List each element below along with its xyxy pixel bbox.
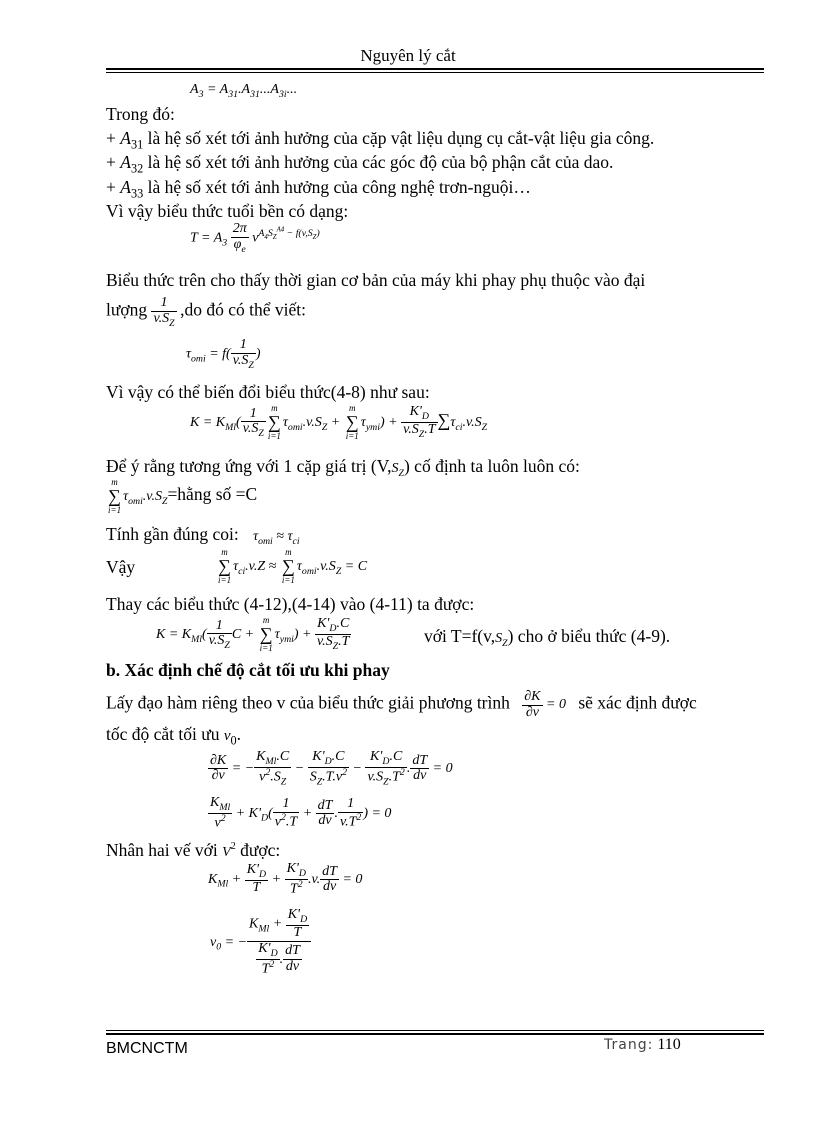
text-lay-dao-a: Lấy đạo hàm riêng theo v của biểu thức giải phương trình	[106, 692, 510, 713]
text-luong-a: lượng	[106, 299, 148, 320]
text-voi-t: với $T=f(v,S_Z)$ cho ở biểu thức (4-9).	[424, 626, 671, 649]
equation-tool-life: $T = A_3$ $\frac{2\pi}{\varphi_e}$ $v^{A_4S_Z^{A4} - f(v,S_Z)}$	[190, 221, 320, 255]
footer-trang-label: Trang:	[604, 1037, 654, 1053]
text-duoc: được:	[240, 840, 281, 860]
item-a31: + $A_{31}$ là hệ số xét tới ảnh hưởng của cặp vật liệu dụng cụ cắt-vật liệu gia công.	[106, 128, 655, 152]
text-tinh-gan: Tính gần đúng coi: $\tau_{omi} \approx \tau_{ci}$	[106, 524, 300, 547]
footer-rule-bottom	[106, 1033, 764, 1035]
footer-rule-top	[106, 1030, 764, 1031]
footer-page	[604, 1036, 681, 1054]
text-hang-so-value: =hằng số =C	[167, 484, 258, 505]
text-voi-t-b: ) cho ở biểu thức (4-9).	[507, 626, 671, 646]
equation-kml-sum: $K_{Ml}$ + $\frac{K'_D}{T}$ + $\frac{K'_D}{T^2}$ .v. $\frac{dT}{dv}$ = 0	[208, 861, 363, 897]
text-thay: Thay các biểu thức (4-12),(4-14) vào (4-11) ta được:	[106, 594, 475, 614]
text-lay-dao-b: sẽ xác định được	[578, 692, 697, 713]
text-lay-dao: Lấy đạo hàm riêng theo v của biểu thức giải phương trình $\frac{\partial K}{\partial v}$ = 0 sẽ xác định được	[106, 689, 697, 720]
equation-v0: $v_0$ = − $K_{Ml}$ + $\frac{K'_D}{T}$ $\frac{K'_D}{T^2}$ . $\frac{dT}{dv}$	[210, 908, 311, 977]
equation-k-cost: $K = K_{Ml}$( $\frac{1}{v.S_Z}$ m ∑ i=1 $\tau_{omi}.v.S_Z$ + m ∑ i=1 $\tau_{ymi}$) + $\frac{K'_D}{v.S_Z.T}$ $\sum\tau_{ci}.v.S_Z$	[190, 403, 488, 442]
text-de-y-a: Để ý rằng tương ứng với 1 cặp giá trị (V,	[106, 456, 392, 476]
text-toc-do-label: tốc độ cắt tối ưu	[106, 724, 220, 744]
text-toc-do: tốc độ cắt tối ưu $v_0$.	[106, 724, 242, 748]
text-vay: Vậy	[106, 557, 136, 577]
item-a33-text: là hệ số xét tới ảnh hưởng của công nghệ trơn-nguội…	[147, 177, 531, 197]
equation-dk-dv: $\frac{\partial K}{\partial v}$ = − $\frac{K_{Ml}.C}{v^2.S_Z}$ − $\frac{K'_D.C}{S_Z.T.v^2}$ − $\frac{K'_D.C}{v.S_Z.T^2}$ . $\frac{dT}{dv}$ = 0	[210, 749, 453, 788]
equation-vay: m ∑ i=1 $\tau_{ci}.v.Z$ ≈ m ∑ i=1 $\tau_{omi}.v.S_Z = C$	[218, 547, 368, 586]
text-de-y: Để ý rằng tương ứng với 1 cặp giá trị $(V,S_Z)$ cố định ta luôn luôn có:	[106, 456, 580, 479]
text-luong-b: ,do đó có thể viết:	[180, 299, 307, 320]
text-de-y-b: ) cố định ta luôn luôn có:	[403, 456, 580, 476]
text-luong	[106, 296, 306, 329]
item-a32-text: là hệ số xét tới ảnh hưởng của các góc độ của bộ phận cắt của dao.	[147, 152, 614, 172]
header-rule-top	[106, 68, 764, 70]
text-hang-so: m ∑ i=1 $\tau_{omi}.v.S_Z=hằng$ số =C	[108, 477, 258, 516]
item-a33: + $A_{33}$ là hệ số xét tới ảnh hưởng của công nghệ trơn-nguội…	[106, 177, 531, 201]
text-nhan-hai-label: Nhân hai vế với	[106, 840, 218, 860]
text-voi-t-a: với T=f(v,	[424, 626, 496, 646]
text-nhan-hai: Nhân hai vế với $V^2$ được:	[106, 840, 281, 860]
equation-kml-v2: $\frac{K_{Ml}}{v^2}$ + $K'_D$( $\frac{1}{v^2.T}$ + $\frac{dT}{dv}$ . $\frac{1}{v.T^2}$ ) = 0	[210, 795, 392, 831]
item-a31-text: là hệ số xét tới ảnh hưởng của cặp vật liệu dụng cụ cắt-vật liệu gia công.	[147, 128, 655, 148]
text-bieu-thuc-1: Biểu thức trên cho thấy thời gian cơ bản của máy khi phay phụ thuộc vào đại	[106, 270, 646, 290]
text-trong-do: Trong đó:	[106, 104, 175, 124]
text-tinh-gan-label: Tính gần đúng coi:	[106, 524, 239, 544]
header-rule-bottom	[106, 72, 764, 73]
fraction-1-vsz: $\frac{1}{v.S_Z}$	[153, 295, 175, 329]
equation-tau-omi: $\tau_{omi} = f$( $\frac{1}{v.S_Z}$ )	[186, 337, 261, 371]
footer-left-label: BMCNCTM	[106, 1040, 188, 1057]
item-a32: + $A_{32}$ là hệ số xét tới ảnh hưởng của các góc độ của bộ phận cắt của dao.	[106, 152, 614, 176]
section-heading-b: b. Xác định chế độ cắt tối ưu khi phay	[106, 660, 390, 680]
page-header-title: Nguyên lý cắt	[360, 46, 456, 65]
text-vi-vay-2: Vì vậy có thể biến đổi biểu thức(4-8) như sau:	[106, 382, 430, 402]
footer-page-number: 110	[657, 1036, 681, 1053]
text-vi-vay-1: Vì vậy biểu thức tuổi bền có dạng:	[106, 201, 349, 221]
equation-a3: $A_3 = A_{31}.A_{31}...A_{3i}$...	[190, 82, 298, 100]
equation-k-final: $K = K_{Ml}$( $\frac{1}{v.S_Z}$ C + m ∑ i=1 $\tau_{ymi}$) + $\frac{K'_D.C}{v.S_Z.T}$	[156, 615, 350, 654]
